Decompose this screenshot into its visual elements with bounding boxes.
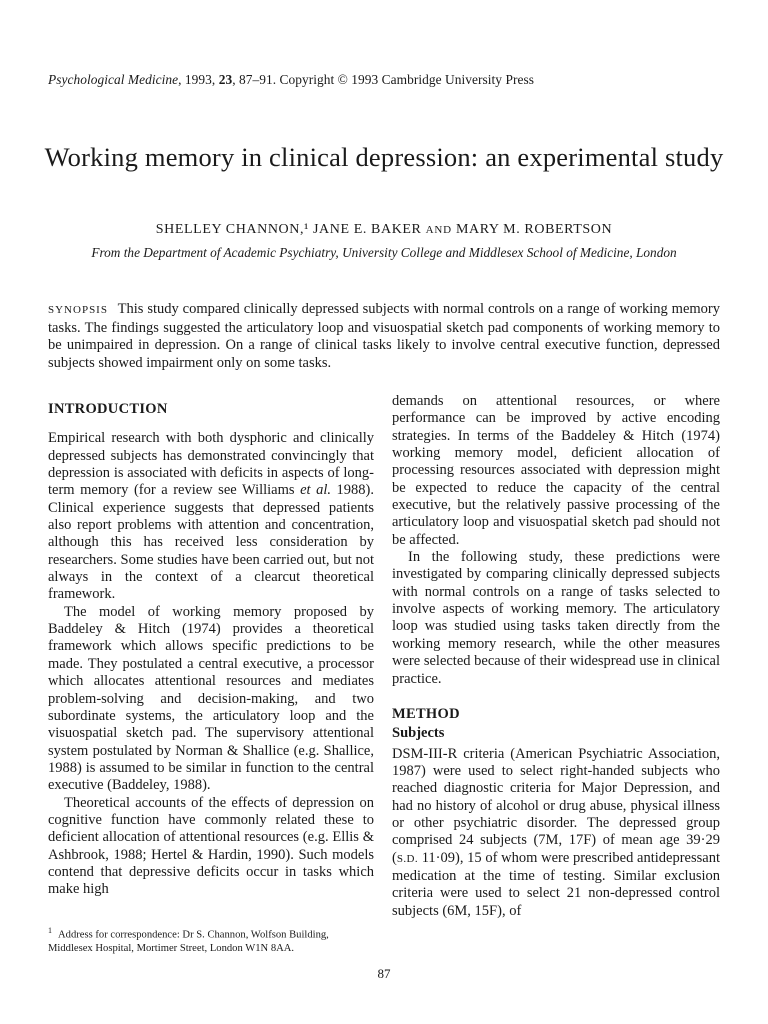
method-text-b: 11·09), 15 of whom were prescribed antidepressant medication at the time of testing. Similar exclusion criteria were used to select 21 non-depressed control subjects (6M, 15F), of [392,849,720,919]
intro-p1-text-b: 1988). Clinical experience suggests that depressed patients also report problems with attention and concentration, although this has received less consideration by researchers. Some studies have been carried out, but not always in the context of a clearcut theoretical framework. [48,482,374,603]
synopsis-label: SYNOPSIS [48,304,108,316]
method-subjects-paragraph [392,746,720,920]
footnote [48,924,374,955]
intro-p1-text-a: Empirical research with both dysphoric and clinically depressed subjects has demonstrated convincingly that depression is associated with deficits in aspects of long-term memory (for a review see Williams [48,430,374,499]
authors-part2: MARY M. ROBERTSON [455,222,613,237]
introduction-heading: INTRODUCTION [48,401,168,417]
affiliation: From the Department of Academic Psychiatry, University College and Middlesex School of Medicine, London [91,245,677,260]
synopsis-text: This study compared clinically depressed subjects with normal controls on a range of working memory tasks. The findings suggested the articulatory loop and visuospatial sketch pad components of working memory to be unimpaired in depression. On a range of clinical tasks likely to involve central executive function, depressed subjects showed impairment only on some tasks. [48,301,720,371]
footnote-text: Address for correspondence: Dr S. Channon, Wolfson Building, Middlesex Hospital, Mortimer Street, London W1N 8AA. [48,929,329,954]
intro-paragraph-3: Theoretical accounts of the effects of depression on cognitive function have commonly related these to deficient allocation of attentional resources (e.g. Ellis & Ashbrook, 1988; Hertel & Hardin, 1990). Such models contend that depressive deficits occur in tasks which make high [48,794,374,898]
method-text-a: DSM-III-R criteria (American Psychiatric Association, 1987) were used to select right-handed subjects who reached diagnostic criteria for Major Depression, and had no history of alcohol or drug abuse, physical illness or other psychiatric disorder. The depressed group comprised 24 subjects (7M, 17F) of mean age 39·29 ( [392,745,720,866]
citation-post: , 87–91. Copyright © 1993 Cambridge University Press [232,72,534,87]
running-header [48,72,534,88]
method-heading: METHOD [392,705,460,722]
article-title: Working memory in clinical depression: an experimental study [44,142,724,172]
subjects-subheading: Subjects [392,725,445,742]
synopsis [48,301,720,372]
intro-paragraph-3-continued: demands on attentional resources, or where performance can be improved by active encoding strategies. In terms of the Baddeley & Hitch (1974) working memory model, deficient allocation of processing resources associated with depression might be expected to reduce the capacity of the central executive, but the relatively passive processing of the articulatory loop and visuospatial sketch pad should not be affected. [392,393,720,548]
journal-name: Psychological Medicine [48,72,179,87]
authors-and: AND [425,224,452,236]
authors-part1: SHELLEY CHANNON,¹ JANE E. BAKER [155,222,422,237]
citation-pre: , 1993, [178,72,219,87]
volume-number: 23 [218,72,233,87]
footnote-marker: 1 [48,926,52,935]
intro-p1-etal: et al. [300,482,331,499]
intro-paragraph-4: In the following study, these predictions were investigated by comparing clinically depressed subjects with normal controls on a range of tasks selected to involve aspects of working memory. The articulatory loop was studied using tasks taken directly from the working memory research, while the other measures were selected because of their widespread use in clinical practice. [392,549,720,687]
left-column [48,401,374,899]
intro-paragraph-2: The model of working memory proposed by Baddeley & Hitch (1974) provides a theoretical framework which allows specific predictions to be made. They postulated a central executive, a processor which allocates attentional resources and mediates problem-solving and decision-making, and two subordinate systems, the articulatory loop and the visuospatial sketch pad. The supervisory attentional system postulated by Norman & Shallice (e.g. Shallice, 1988) is assumed to be similar in function to the central executive (Baddeley, 1988). [48,603,374,794]
method-sd-abbrev: S.D. [396,852,419,865]
right-column [392,393,720,920]
intro-paragraph-1 [48,430,374,603]
author-list [40,222,728,238]
page-number: 87 [377,966,391,981]
